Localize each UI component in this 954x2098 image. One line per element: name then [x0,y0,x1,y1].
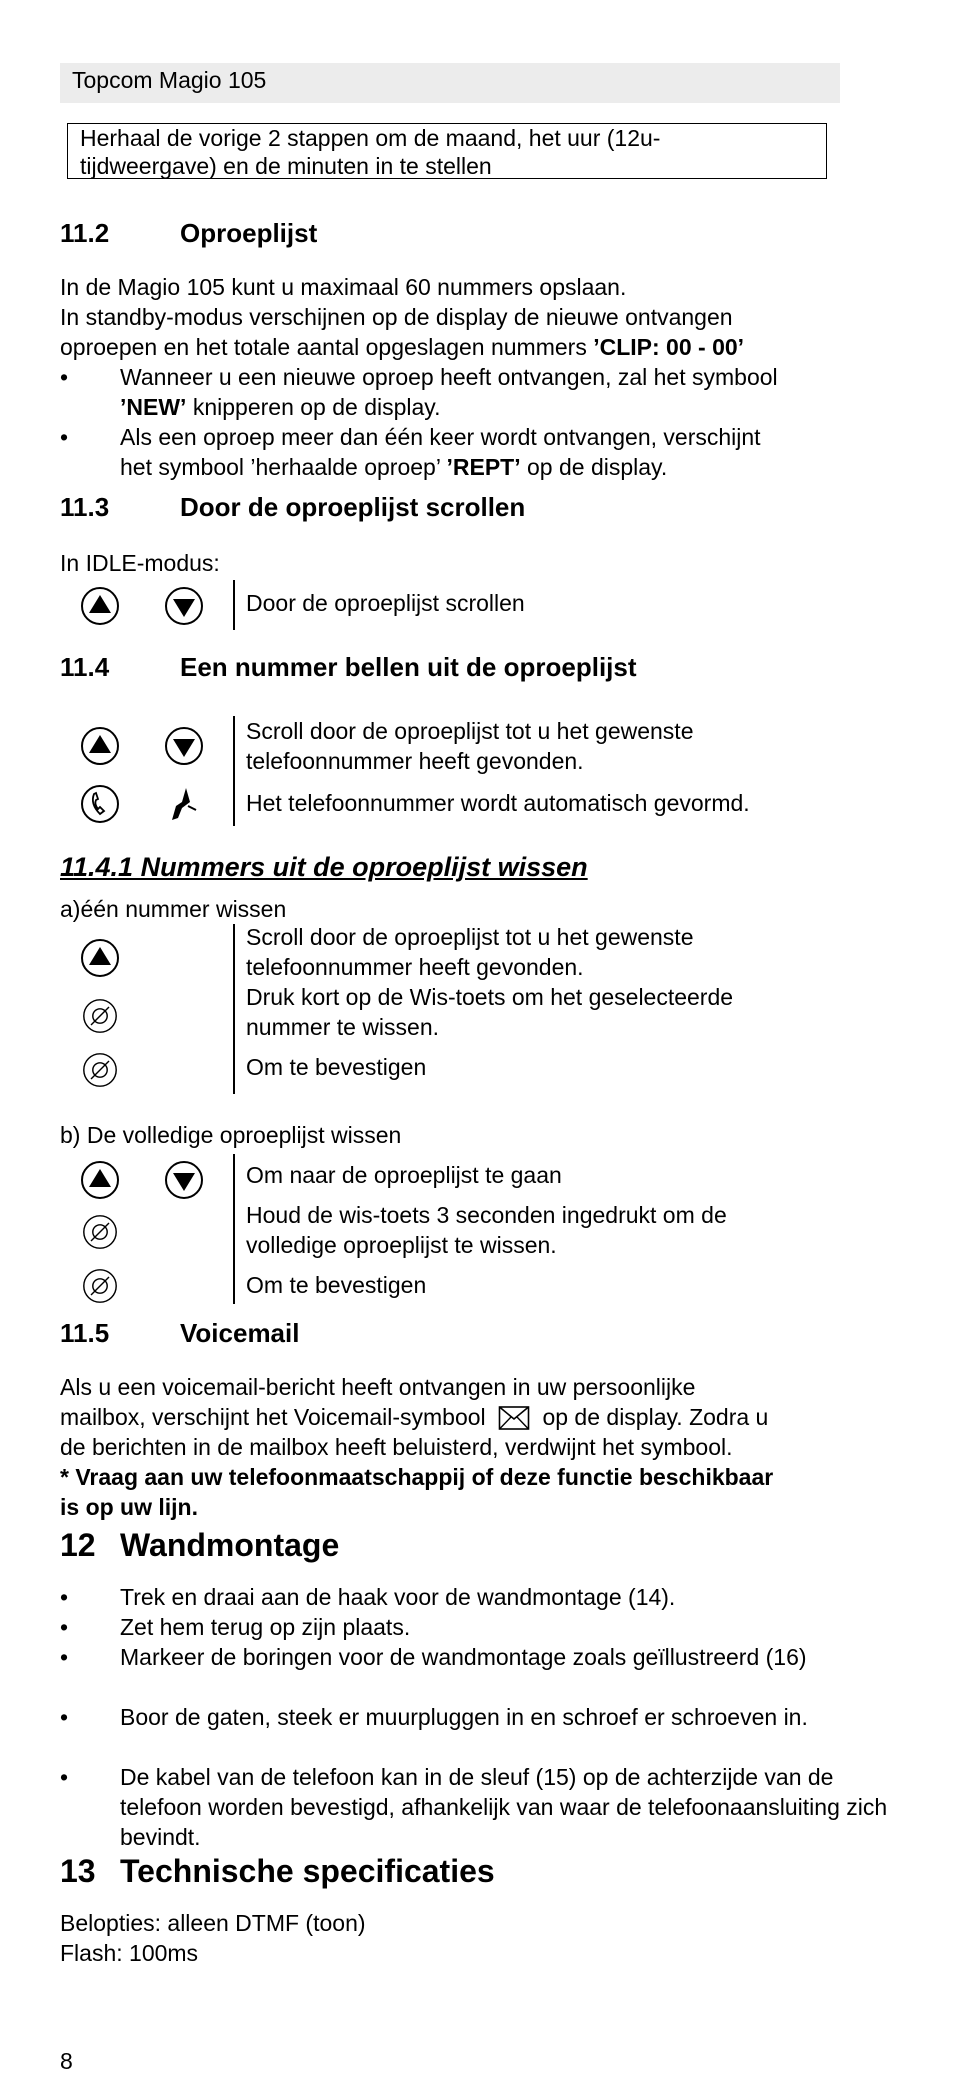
section-number: 11.5 [60,1318,110,1348]
step-text: nummer te wissen. [246,1014,440,1040]
paragraph: Als u een voicemail-bericht heeft ontvangen in uw persoonlijke [60,1374,696,1400]
divider [233,580,235,630]
step-text: Om te bevestigen [246,1054,427,1080]
down-arrow-icon [164,586,204,626]
bullet-text: Zet hem terug op zijn plaats. [120,1614,411,1640]
page-number: 8 [60,2048,73,2074]
bullet-text: De kabel van de telefoon kan in de sleuf (15) op de achterzijde van de telefoon worden bevestigd, afhankelijk van waar de telefoonaansluiting zich bevindt. [120,1764,888,1850]
section-title: Oproeplijst [180,218,318,248]
paragraph: a)één nummer wissen [60,896,287,922]
step-text: Scroll door de oproeplijst tot u het gewenste [246,718,694,744]
paragraph [60,332,744,362]
bullet: • [60,364,69,390]
paragraph-text: op de display. Zodra u [542,1404,769,1430]
section-title: Een nummer bellen uit de oproeplijst [180,652,637,682]
paragraph: In de Magio 105 kunt u maximaal 60 nummers opslaan. [60,274,627,300]
subsection-title: 11.4.1 Nummers uit de oproeplijst wissen [60,852,588,882]
up-arrow-icon [80,938,120,978]
up-arrow-icon [80,1160,120,1200]
section-number: 11.2 [60,218,110,248]
rept-label: ’REPT’ [446,454,521,480]
list-item [60,1702,860,1762]
section-heading-11-3 [60,492,860,526]
divider [233,716,235,826]
bullet-text: Markeer de boringen voor de wandmontage zoals geïllustreerd (16) [120,1644,807,1670]
bullet-text: Wanneer u een nieuwe oproep heeft ontvangen, zal het symbool [120,364,778,390]
up-arrow-icon [80,726,120,766]
page-header [60,63,840,103]
down-arrow-icon [164,726,204,766]
step-text: Door de oproeplijst scrollen [246,590,525,616]
list-item [60,362,860,422]
chapter-number: 13 [60,1853,96,1889]
step-text: Om naar de oproeplijst te gaan [246,1162,562,1188]
envelope-icon [498,1405,530,1431]
step-text: Scroll door de oproeplijst tot u het gewenste [246,924,694,950]
bullet-text: Als een oproep meer dan één keer wordt ontvangen, verschijnt [120,424,761,450]
step-text: telefoonnummer heeft gevonden. [246,954,584,980]
bullet-text: Trek en draai aan de haak voor de wandmontage (14). [120,1584,676,1610]
step-text: Druk kort op de Wis-toets om het geselecteerde [246,984,734,1010]
paragraph-text: mailbox, verschijnt het Voicemail-symbool [60,1404,486,1430]
delete-icon [82,1052,118,1088]
delete-icon [82,998,118,1034]
step-text: Het telefoonnummer wordt automatisch gevormd. [246,790,750,816]
new-label: ’NEW’ [120,394,187,420]
phone-call-icon [80,784,120,824]
paragraph: Flash: 100ms [60,1940,199,1966]
instruction-line: Herhaal de vorige 2 stappen om de maand, het uur (12u- [80,125,661,151]
instruction-line: tijdweergave) en de minuten in te stellen [80,153,492,179]
paragraph [60,1402,768,1432]
bullet-text: knipperen op de display. [186,394,441,420]
bullet-text: op de display. [520,454,668,480]
step-text: Om te bevestigen [246,1272,427,1298]
up-arrow-icon [80,586,120,626]
paragraph: Belopties: alleen DTMF (toon) [60,1910,366,1936]
delete-icon [82,1268,118,1304]
section-number: 11.3 [60,492,110,522]
chapter-title: Wandmontage [120,1527,340,1563]
section-number: 11.4 [60,652,110,682]
bullet: • [60,424,69,450]
list-item [60,422,860,482]
section-title: Voicemail [180,1318,300,1348]
section-title: Door de oproeplijst scrollen [180,492,526,522]
paragraph: In IDLE-modus: [60,550,220,576]
divider [233,924,235,1094]
paragraph: b) De volledige oproeplijst wissen [60,1122,402,1148]
handset-lift-icon [164,784,204,824]
instruction-box [67,123,827,179]
list-item [60,1762,888,1852]
bullet: • [60,1614,69,1640]
list-item [60,1642,860,1702]
section-heading-11-5 [60,1318,860,1352]
bullet-text: het symbool ’herhaalde oproep’ [120,454,447,480]
chapter-heading-13 [60,1853,860,1896]
chapter-heading-12 [60,1527,860,1570]
chapter-number: 12 [60,1527,96,1563]
step-text: telefoonnummer heeft gevonden. [246,748,584,774]
step-text: Houd de wis-toets 3 seconden ingedrukt om de [246,1202,727,1228]
bullet: • [60,1704,69,1730]
list-item [60,1582,860,1612]
bullet: • [60,1764,69,1790]
chapter-title: Technische specificaties [120,1853,495,1889]
section-heading-11-2 [60,218,860,252]
divider [233,1154,235,1304]
paragraph-text: oproepen en het totale aantal opgeslagen nummers [60,334,594,360]
header-title: Topcom Magio 105 [72,67,267,93]
note: * Vraag aan uw telefoonmaatschappij of deze functie beschikbaar [60,1464,774,1490]
list-item [60,1612,860,1642]
clip-label: ’CLIP: 00 - 00’ [593,334,745,360]
bullet: • [60,1584,69,1610]
paragraph: In standby-modus verschijnen op de display de nieuwe ontvangen [60,304,733,330]
down-arrow-icon [164,1160,204,1200]
step-text: volledige oproeplijst te wissen. [246,1232,557,1258]
delete-icon [82,1214,118,1250]
bullet: • [60,1644,69,1670]
note: is op uw lijn. [60,1494,198,1520]
section-heading-11-4 [60,652,860,686]
bullet-text: Boor de gaten, steek er muurpluggen in en schroef er schroeven in. [120,1704,808,1730]
paragraph: de berichten in de mailbox heeft beluisterd, verdwijnt het symbool. [60,1434,733,1460]
